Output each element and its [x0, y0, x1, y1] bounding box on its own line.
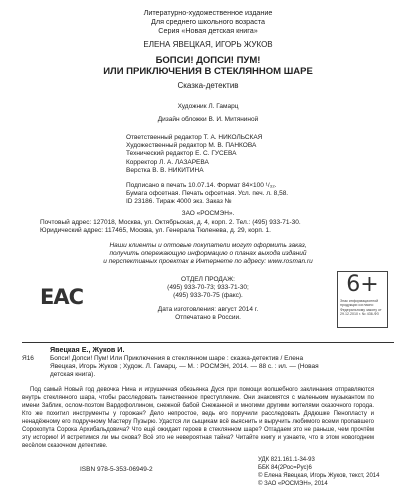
- series-name: Серия «Новая детская книга»: [158, 26, 258, 35]
- title-line-1: БОПСИ! ДОПСИ! ПУМ!: [155, 55, 261, 66]
- customer-info-line-3: и перспективных проектах в Интернете по адресу: www.rosman.ru: [103, 258, 313, 266]
- book-subtitle: Сказка-детектив: [177, 81, 239, 90]
- section-divider: [22, 342, 394, 343]
- isbn: ISBN 978-5-353-06949-2: [80, 466, 153, 473]
- catalog-code: Я16: [22, 355, 34, 362]
- classification-block: [258, 456, 379, 488]
- publication-header: [0, 8, 416, 35]
- paper-info: Бумага офсетная. Печать офсетная. Усл. печ. л. 8,58.: [126, 190, 289, 198]
- manufacture-date: Дата изготовления: август 2014 г.: [157, 306, 259, 313]
- print-date: Подписано в печать 10.07.14. Формат 84×100 ¹/₃₂.: [126, 182, 277, 189]
- corrector: Корректор Л. А. ЛАЗАРЕВА: [126, 158, 209, 166]
- catalog-line-2: Явецкая, Игорь Жуков ; Худож. Л. Гамарц. — М. : РОСМЭН, 2014. — 88 с. : ил. — (Новая: [50, 363, 319, 371]
- bbk-code: ББК 84(2Рос=Рус)6: [258, 465, 312, 471]
- sales-fax: (495) 933-70-75 (факс).: [173, 292, 243, 300]
- age-group: Для среднего школьного возраста: [151, 17, 265, 26]
- age-rating-badge: [337, 271, 388, 328]
- customer-info-line-2: получить опережающую информацию о планах выхода изданий: [109, 250, 307, 258]
- legal-address: Юридический адрес: 117465, Москва, ул. Генерала Тюленева, д. 29, корп. 1.: [40, 227, 271, 235]
- book-annotation: Под самый Новый год девочка Нина и игрушечная обезьянка Дуся при помощи волшебного заклинания отправляются внутрь стеклянного шара, чтобы расследовать таинственное преступление. Они знакомятся с маленьким музыкантом по имени Заблик, ослом-поэтом Вардофоллином, снежной бабой Снежанной и многими другими жителями сказочного города. Кто же похитил инструменты у горожан? Дело непростое, ведь его поручили расследовать Дядюшке Пенопласту и ненадёжному его подручному Мастеру Пузырю. Удастся ли сыщикам всё выяснить и выручить любимого всеми пропавшего Сорокопута Сорока Архибальдовича? Что ещё ожидает героев в стеклянном шаре? Отгадаем это не раньше, чем прочтём эту историю! И встретимся ли мы снова? Всё это не невероятная тайна? Читайте книгу и узнаете, что в этом новогоднем весёлом сказочном детективе.: [22, 387, 374, 449]
- copyright-publisher: © ЗАО «РОСМЭН», 2014: [258, 481, 328, 487]
- printed-in: Отпечатано в России.: [175, 314, 241, 322]
- publisher-name: ЗАО «РОСМЭН».: [181, 210, 235, 217]
- editors-list: [126, 134, 262, 175]
- cover-credit: Дизайн обложки В. И. Митяниной: [157, 116, 259, 123]
- udk-code: УДК 821.161.1-34-93: [258, 457, 315, 463]
- book-title: [0, 55, 416, 77]
- print-run: ID 23186. Тираж 4000 экз. Заказ №: [126, 198, 232, 206]
- title-line-2: ИЛИ ПРИКЛЮЧЕНИЯ В СТЕКЛЯННОМ ШАРЕ: [103, 66, 313, 77]
- layout-credit: Верстка В. В. НИКИТИНА: [126, 166, 204, 174]
- print-specs: [126, 182, 288, 207]
- authors: ЕЛЕНА ЯВЕЦКАЯ, ИГОРЬ ЖУКОВ: [143, 40, 273, 49]
- customer-info: [0, 242, 416, 267]
- sales-phones: (495) 933-70-73; 933-71-30;: [167, 284, 249, 292]
- publication-type: Литературно-художественное издание: [143, 8, 273, 17]
- editor-responsible: Ответственный редактор Т. А. НИКОЛЬСКАЯ: [126, 134, 263, 141]
- age-rating-value: 6+: [346, 272, 379, 297]
- catalog-line-1: Бопси! Допси! Пум! Или Приключения в стеклянном шаре : сказка-детектив / Елена: [50, 355, 304, 362]
- customer-info-line-1: Наши клиенты и оптовые покупатели могут оформить заказ,: [109, 242, 307, 249]
- editor-technical: Технический редактор Е. С. ГУСЕВА: [126, 150, 237, 158]
- postal-address: Почтовый адрес: 127018, Москва, ул. Октябрьская, д. 4, корп. 2. Тел.: (495) 933-71-30.: [40, 219, 301, 226]
- catalog-heading: Явецкая Е., Жуков И.: [50, 345, 125, 354]
- age-rating-note: Знак информационной продукции согласно Федеральному закону от 29.12.2010 г. № 436-ФЗ: [340, 299, 382, 317]
- catalog-description: [50, 355, 394, 380]
- sales-title: ОТДЕЛ ПРОДАЖ:: [181, 276, 235, 283]
- eac-logo: EAC: [40, 285, 84, 309]
- copyright-authors: © Елена Явецкая, Игорь Жуков, текст, 2014: [258, 473, 380, 479]
- editor-art: Художественный редактор М. В. ПАНКОВА: [126, 142, 257, 150]
- publisher-addresses: [40, 219, 301, 235]
- artist-credit: Художник Л. Гамарц: [177, 103, 239, 110]
- catalog-line-3: детская книга).: [50, 371, 96, 379]
